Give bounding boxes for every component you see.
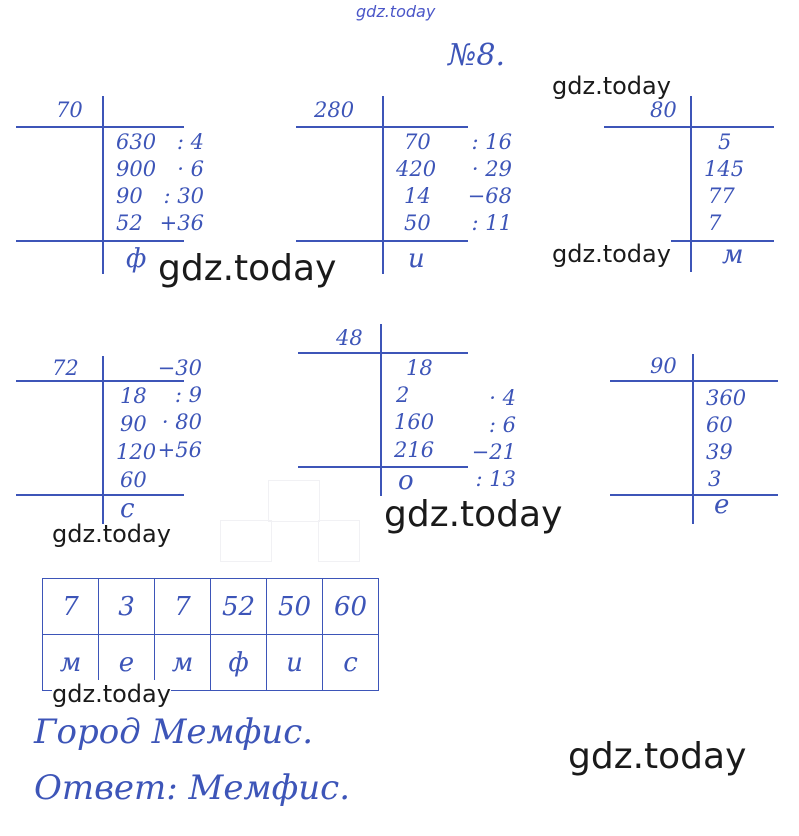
table-result: 630 <box>116 130 157 154</box>
grid-letter-cell: ф <box>211 635 267 691</box>
table-result: 52 <box>116 211 143 235</box>
table-result: 18 <box>120 384 147 408</box>
grid-number-cell: 60 <box>323 579 379 635</box>
table-start-value: 80 <box>650 98 677 122</box>
table-result: 39 <box>706 440 733 464</box>
table-result: 70 <box>404 130 431 154</box>
grid-letter-cell: и <box>267 635 323 691</box>
table-result: 420 <box>396 157 437 181</box>
watermark-label: gdz.today <box>158 248 337 289</box>
table-result: 18 <box>406 356 433 380</box>
watermark-label: gdz.today <box>568 736 747 777</box>
table-result: 900 <box>116 157 157 181</box>
table-operation: : 6 <box>488 413 516 437</box>
table-result: 60 <box>706 413 733 437</box>
watermark-label: gdz.today <box>552 72 671 100</box>
table-result: 145 <box>704 157 745 181</box>
watermark-label: gdz.today <box>384 494 563 535</box>
table-operation: −68 <box>467 184 512 208</box>
grid-number-cell: 3 <box>99 579 155 635</box>
table-letter: о <box>398 466 414 496</box>
table-operation: −21 <box>471 440 516 464</box>
table-result: 50 <box>404 211 431 235</box>
table-operation: : 11 <box>471 211 512 235</box>
table-operation: : 13 <box>475 467 516 491</box>
table-letter: м <box>722 240 744 270</box>
table-result: 216 <box>394 438 435 462</box>
table-operation: : 30 <box>163 184 204 208</box>
table-operation: · 29 <box>471 157 512 181</box>
table-operation: : 9 <box>174 383 202 407</box>
faint-grid-cell <box>268 480 320 522</box>
table-operation: −30 <box>157 356 202 380</box>
table-letter: с <box>120 494 135 524</box>
watermark-label: gdz.today <box>52 520 171 548</box>
table-result: 5 <box>718 130 732 154</box>
table-operation: · 6 <box>177 157 204 181</box>
answer-line: Ответ: Мемфис. <box>34 768 351 808</box>
table-operation: +56 <box>157 438 202 462</box>
grid-letter-cell: е <box>99 635 155 691</box>
table-result: 3 <box>708 467 722 491</box>
exercise-number: №8. <box>448 38 506 73</box>
table-operation: · 80 <box>161 410 202 434</box>
table-result: 160 <box>394 410 435 434</box>
table-result: 90 <box>116 184 143 208</box>
grid-number-cell: 7 <box>43 579 99 635</box>
table-result: 14 <box>404 184 431 208</box>
table-result: 77 <box>708 184 735 208</box>
grid-number-cell: 50 <box>267 579 323 635</box>
watermark-label: gdz.today <box>552 240 671 268</box>
grid-letter-cell: с <box>323 635 379 691</box>
table-result: 2 <box>396 383 410 407</box>
faint-grid-cell <box>318 520 360 562</box>
table-start-value: 48 <box>336 326 363 350</box>
table-result: 120 <box>116 440 157 464</box>
answer-grid-numbers-row <box>43 579 379 635</box>
city-line: Город Мемфис. <box>34 712 314 752</box>
table-result: 360 <box>706 386 747 410</box>
faint-grid-cell <box>220 520 272 562</box>
grid-number-cell: 52 <box>211 579 267 635</box>
table-result: 60 <box>120 468 147 492</box>
table-start-value: 280 <box>314 98 355 122</box>
grid-letter-cell: м <box>155 635 211 691</box>
table-operation: · 4 <box>489 386 516 410</box>
answer-grid <box>42 578 379 691</box>
watermark-header: gdz.today <box>356 2 436 21</box>
table-operation: : 16 <box>471 130 512 154</box>
table-operation: : 4 <box>176 130 204 154</box>
table-start-value: 90 <box>650 354 677 378</box>
watermark-label: gdz.today <box>52 680 171 708</box>
table-start-value: 70 <box>56 98 83 122</box>
table-letter: е <box>714 490 730 520</box>
table-operation: +36 <box>159 211 204 235</box>
table-result: 90 <box>120 412 147 436</box>
table-result: 7 <box>708 211 722 235</box>
table-letter: ф <box>126 244 147 274</box>
table-letter: и <box>408 244 425 274</box>
grid-letter-cell: м <box>43 635 99 691</box>
table-start-value: 72 <box>52 356 79 380</box>
grid-number-cell: 7 <box>155 579 211 635</box>
